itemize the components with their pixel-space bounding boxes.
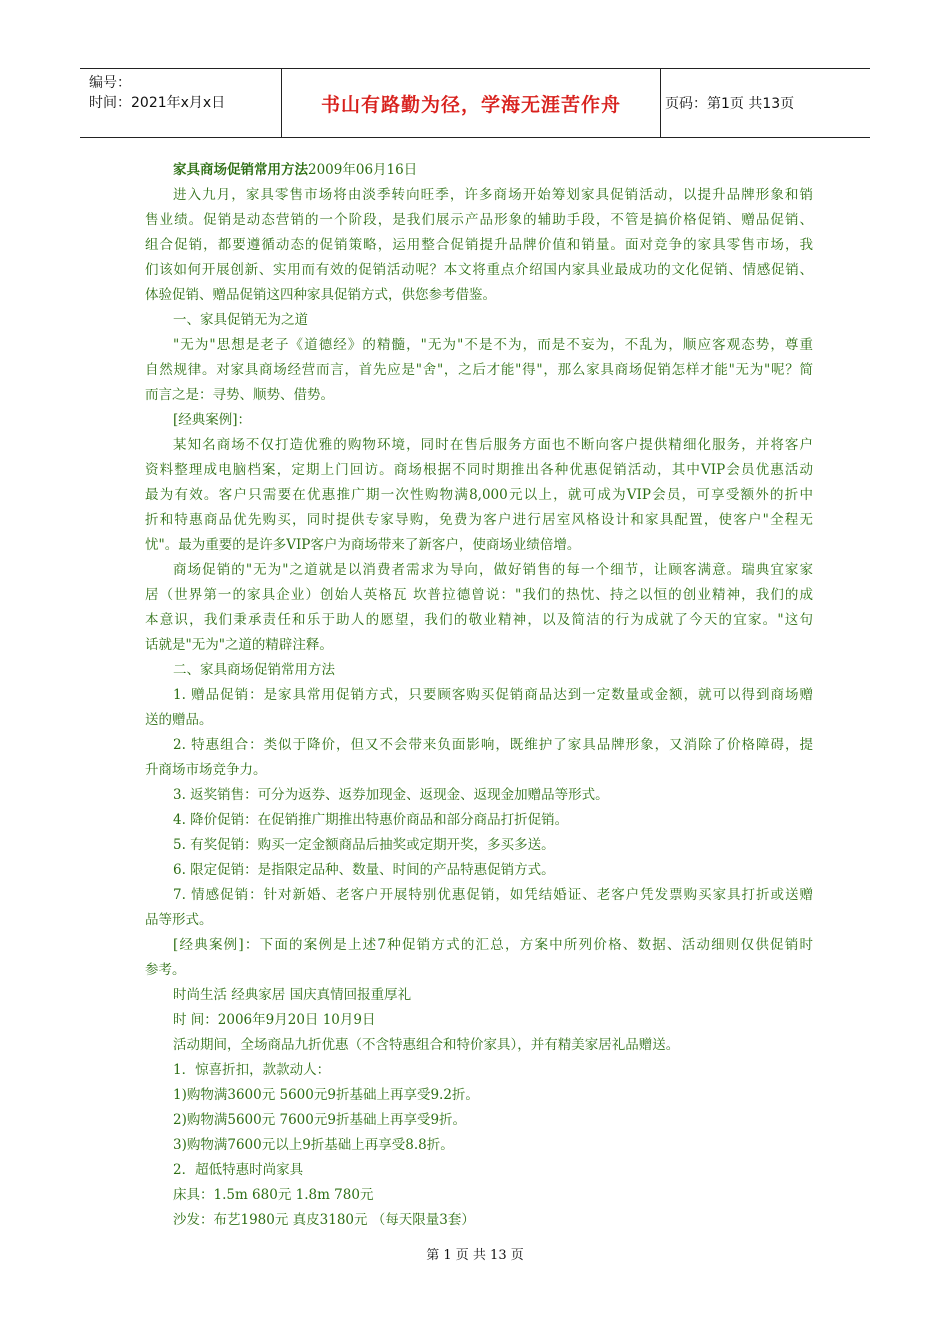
paragraph-line: 本意识，我们秉承责任和乐于助人的愿望，我们的敬业精神，以及简洁的行为成就了今天的宜家。"这句	[145, 612, 813, 628]
paragraph-line: 2．超低特惠时尚家具	[173, 1162, 304, 1178]
paragraph-line: 7. 情感促销：针对新婚、老客户开展特别优惠促销，如凭结婚证、老客户凭发票购买家具打折或送赠	[173, 887, 813, 903]
paragraph-line: 参考。	[145, 962, 186, 978]
paragraph-line: 话就是"无为"之道的精辟注释。	[145, 637, 333, 653]
paragraph-line: 品等形式。	[145, 912, 213, 928]
paragraph-line: 送的赠品。	[145, 712, 213, 728]
document-date-label: 时间：2021年x月x日	[89, 95, 226, 111]
header-left-cell	[80, 69, 281, 137]
paragraph-line: 组合促销，都要遵循动态的促销策略，运用整合促销提升品牌价值和销量。面对竞争的家具零售市场，我	[145, 237, 813, 253]
article-title: 家具商场促销常用方法	[173, 162, 308, 178]
paragraph-line: 1. 赠品促销：是家具常用促销方式，只要顾客购买促销商品达到一定数量或金额，就可以得到商场赠	[173, 687, 813, 703]
document-number-label: 编号：	[89, 75, 131, 91]
paragraph-line: 忧"。最为重要的是许多VIP客户为商场带来了新客户，使商场业绩倍增。	[145, 537, 581, 553]
paragraph-line: 体验促销、赠品促销这四种家具促销方式，供您参考借鉴。	[145, 287, 496, 303]
paragraph-line: 折和特惠商品优先购买，同时提供专家导购，免费为客户进行居室风格设计和家具配置，使客户"全程无	[145, 512, 813, 528]
paragraph-line: 2)购物满5600元 7600元9折基础上再享受9折。	[173, 1112, 467, 1128]
page-header	[80, 68, 870, 138]
paragraph-line: 而言之是：寻势、顺势、借势。	[145, 387, 334, 403]
paragraph-line: 自然规律。对家具商场经营而言，首先应是"舍"，之后才能"得"，那么家具商场促销怎样才能"无为"呢？简	[145, 362, 813, 378]
paragraph-line: 1)购物满3600元 5600元9折基础上再享受9.2折。	[173, 1087, 479, 1103]
paragraph-line: 时 间：2006年9月20日 10月9日	[173, 1012, 376, 1028]
header-motto: 书山有路勤为径，学海无涯苦作舟	[281, 69, 661, 137]
paragraph-line: [经典案例]：下面的案例是上述7种促销方式的汇总，方案中所列价格、数据、活动细则仅供促销时	[173, 937, 813, 953]
article-body	[145, 158, 813, 1233]
paragraph-line: 3. 返奖销售：可分为返券、返券加现金、返现金、返现金加赠品等形式。	[173, 787, 609, 803]
paragraph-line: 床具：1.5m 680元 1.8m 780元	[173, 1187, 374, 1203]
paragraph-line: 一、家具促销无为之道	[173, 312, 308, 328]
paragraph-line: 5. 有奖促销：购买一定金额商品后抽奖或定期开奖，多买多送。	[173, 837, 555, 853]
paragraph-line: 居（世界第一的家具企业）创始人英格瓦 坎普拉德曾说："我们的热忱、持之以恒的创业精神，我们的成	[145, 587, 813, 603]
paragraph-line: 沙发：布艺1980元 真皮3180元 （每天限量3套）	[173, 1212, 475, 1228]
paragraph-line: 1．惊喜折扣，款款动人：	[173, 1062, 331, 1078]
paragraph-line: 们该如何开展创新、实用而有效的促销活动呢？本文将重点介绍国内家具业最成功的文化促销、情感促销、	[145, 262, 813, 278]
paragraph-line: 最为有效。客户只需要在优惠推广期一次性购物满8,000元以上，就可成为VIP会员，可享受额外的折中	[145, 487, 813, 503]
paragraph-line: 某知名商场不仅打造优雅的购物环境，同时在售后服务方面也不断向客户提供精细化服务，并将客户	[173, 437, 813, 453]
paragraph-line: 二、家具商场促销常用方法	[173, 662, 335, 678]
paragraph-line: 进入九月，家具零售市场将由淡季转向旺季，许多商场开始筹划家具促销活动，以提升品牌形象和销	[173, 187, 813, 203]
paragraph-line: 资料整理成电脑档案，定期上门回访。商场根据不同时期推出各种优惠促销活动，其中VIP会员优惠活动	[145, 462, 813, 478]
paragraph-line: 售业绩。促销是动态营销的一个阶段，是我们展示产品形象的辅助手段，不管是搞价格促销、赠品促销、	[145, 212, 813, 228]
paragraph-line: 3)购物满7600元以上9折基础上再享受8.8折。	[173, 1137, 454, 1153]
article-title-line	[145, 158, 813, 183]
paragraph-line: [经典案例]：	[173, 412, 252, 428]
article-date: 2009年06月16日	[308, 162, 418, 178]
paragraph-line: 时尚生活 经典家居 国庆真情回报重厚礼	[173, 987, 412, 1003]
paragraph-line: 商场促销的"无为"之道就是以消费者需求为导向，做好销售的每一个细节，让顾客满意。瑞典宜家家	[173, 562, 813, 578]
paragraph-line: "无为"思想是老子《道德经》的精髓，"无为"不是不为，而是不妄为，不乱为，顺应客观态势，尊重	[173, 337, 813, 353]
paragraph-line: 4. 降价促销：在促销推广期推出特惠价商品和部分商品打折促销。	[173, 812, 569, 828]
paragraph-line: 活动期间，全场商品九折优惠（不含特惠组合和特价家具），并有精美家居礼品赠送。	[173, 1037, 680, 1053]
paragraph-line: 升商场市场竞争力。	[145, 762, 267, 778]
header-page-info: 页码：第1页 共13页	[665, 96, 795, 112]
paragraph-line: 2. 特惠组合：类似于降价，但又不会带来负面影响，既维护了家具品牌形象，又消除了价格障碍，提	[173, 737, 813, 753]
page-footer: 第 1 页 共 13 页	[426, 1248, 524, 1263]
paragraph-line: 6. 限定促销：是指限定品种、数量、时间的产品特惠促销方式。	[173, 862, 555, 878]
